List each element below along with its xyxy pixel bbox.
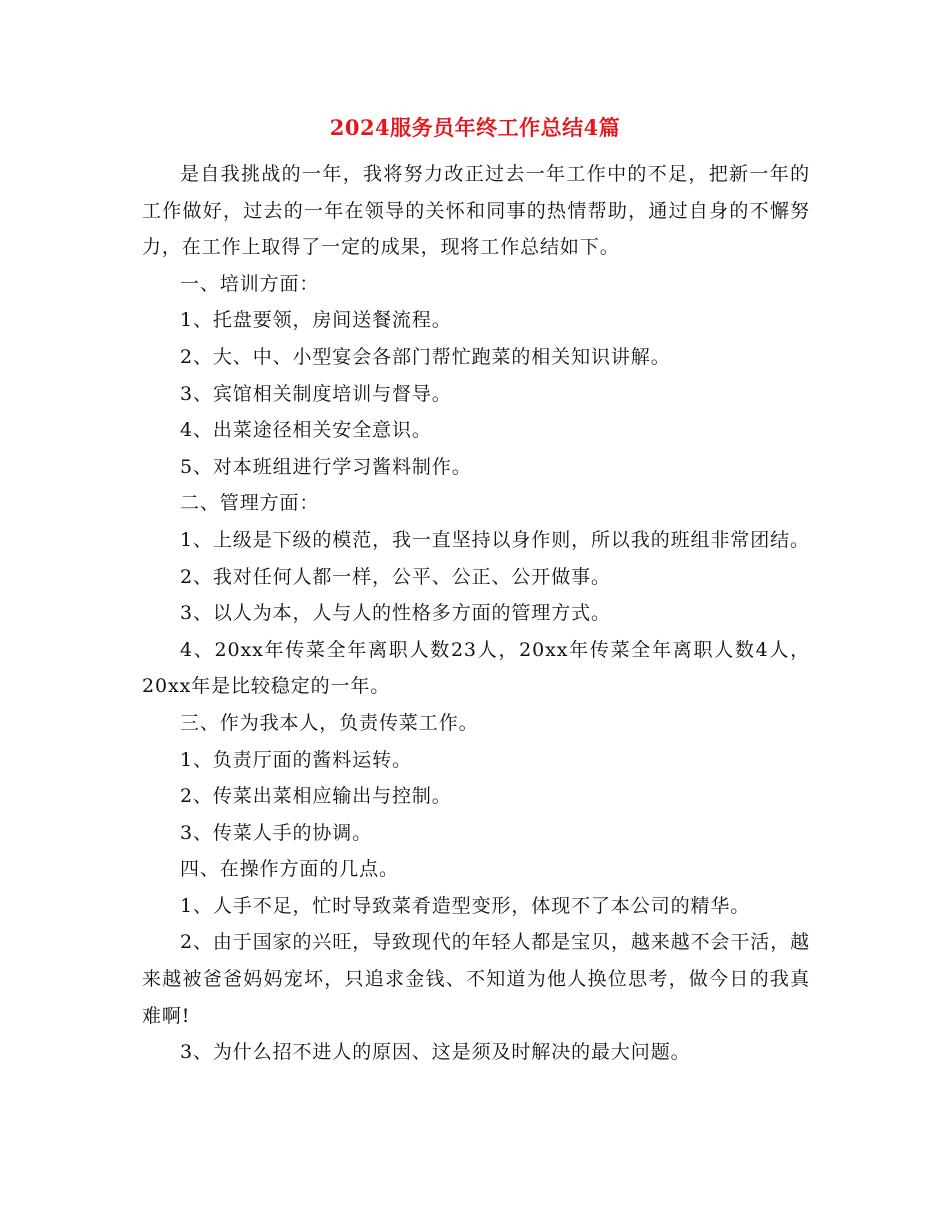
training-item-2: 2、大、中、小型宴会各部门帮忙跑菜的相关知识讲解。	[180, 345, 671, 368]
operations-item-1: 1、人手不足，忙时导致菜肴造型变形，体现不了本公司的精华。	[180, 894, 751, 917]
management-item-4: 4、20xx年传菜全年离职人数23人，20xx年传菜全年离职人数4人，20xx年是比较稳定的一年。	[142, 638, 810, 698]
management-item-2: 2、我对任何人都一样，公平、公正、公开做事。	[180, 565, 611, 588]
personal-item-3: 3、传菜人手的协调。	[180, 821, 373, 844]
document-title: 2024服务员年终工作总结4篇	[329, 115, 621, 140]
training-item-5: 5、对本班组进行学习酱料制作。	[180, 455, 472, 478]
personal-item-2: 2、传菜出菜相应输出与控制。	[180, 785, 452, 808]
training-item-3: 3、宾馆相关制度培训与督导。	[180, 382, 452, 405]
section-heading-management: 二、管理方面：	[180, 492, 320, 515]
section-heading-training: 一、培训方面：	[180, 272, 320, 295]
training-item-1: 1、托盘要领，房间送餐流程。	[180, 309, 452, 332]
personal-item-1: 1、负责厅面的酱料运转。	[180, 748, 412, 771]
management-item-3: 3、以人为本，人与人的性格多方面的管理方式。	[180, 602, 611, 625]
section-heading-operations: 四、在操作方面的几点。	[180, 858, 399, 881]
operations-item-2: 2、由于国家的兴旺，导致现代的年轻人都是宝贝，越来越不会干活，越来越被爸爸妈妈宠坏，只追求金钱、不知道为他人换位思考，做今日的我真难啊!	[142, 931, 810, 1027]
document-body	[142, 156, 810, 1071]
section-heading-personal: 三、作为我本人，负责传菜工作。	[180, 711, 479, 734]
operations-item-3: 3、为什么招不进人的原因、这是须及时解决的最大问题。	[180, 1041, 691, 1064]
training-item-4: 4、出菜途径相关安全意识。	[180, 419, 432, 442]
intro-paragraph: 是自我挑战的一年，我将努力改正过去一年工作中的不足，把新一年的工作做好，过去的一年在领导的关怀和同事的热情帮助，通过自身的不懈努力，在工作上取得了一定的成果，现将工作总结如下。	[142, 163, 810, 259]
management-item-1: 1、上级是下级的模范，我一直坚持以身作则，所以我的班组非常团结。	[180, 528, 810, 551]
